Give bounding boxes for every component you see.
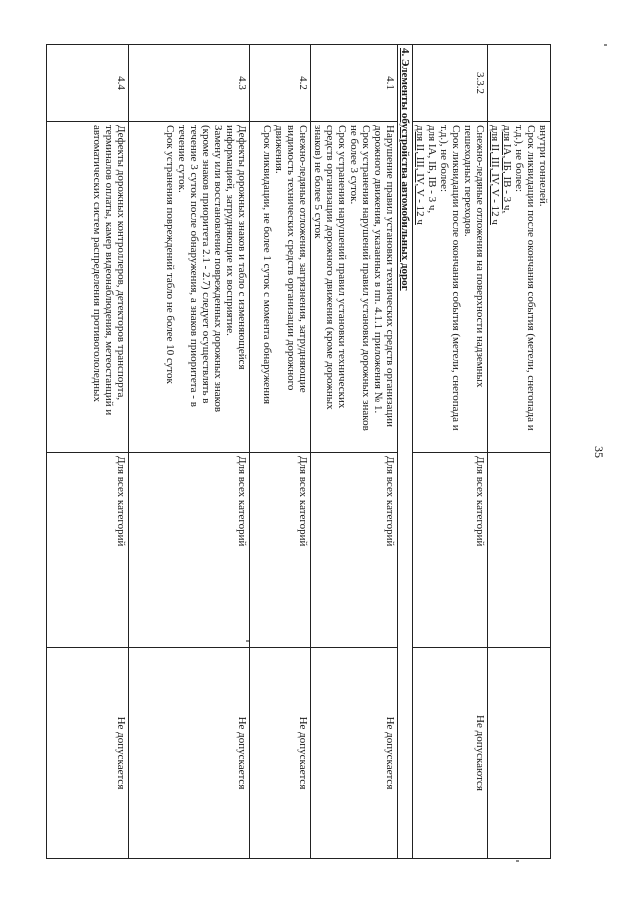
desc-line: движения. — [273, 125, 285, 174]
scan-speck — [604, 44, 607, 46]
row-number-cell: 4.3 — [129, 45, 250, 122]
desc-line: знаков) не более 5 суток — [312, 125, 324, 239]
desc-line: не более 3 суток. — [348, 125, 360, 205]
allowed-cell: Не допускается — [311, 648, 398, 859]
category-cell: Для всех категорий — [413, 453, 488, 648]
description-cell — [413, 122, 488, 453]
table-row — [311, 45, 398, 859]
desc-line: дорожного движения, указанных в пп. 4.1.1 приложения № 1. — [372, 125, 384, 414]
rotated-table-wrapper — [73, 44, 551, 858]
desc-line: Дефекты дорожных знаков и табло с изменяющейся — [236, 125, 248, 370]
scan-speck — [516, 860, 519, 862]
category-cell: Для всех категорий — [311, 453, 398, 648]
desc-line: Срок устранения нарушений правил установки дорожных знаков — [360, 125, 372, 431]
table-row — [250, 45, 311, 859]
desc-line: т.д.), не более: — [513, 125, 525, 193]
section-title: 4. Элементы обустройства автомобильных дорог — [398, 45, 413, 859]
table-row — [47, 45, 129, 859]
desc-line: Срок устранения нарушений правил установки технических — [336, 125, 348, 409]
row-number-cell — [488, 45, 551, 122]
desc-line: т.д.), не более: — [438, 125, 450, 193]
allowed-cell: Не допускается — [47, 648, 129, 859]
desc-line: (кроме знаков приоритета 2.1 - 2.7) следует осуществлять в — [200, 125, 212, 404]
row-number-cell: 4.4 — [47, 45, 129, 122]
desc-line: Замену или восстановление поврежденных дорожных знаков — [212, 125, 224, 413]
desc-line: для IA, IБ, IB - 3 ч, — [501, 125, 513, 214]
desc-line: для IA, IБ, IB - 3 ч, — [426, 125, 438, 214]
page-number: 35 — [592, 446, 606, 458]
desc-line: внутри тоннелей. — [537, 125, 549, 207]
description-cell — [488, 122, 551, 453]
desc-line: Срок ликвидации, не более 1 суток с момента обнаружения — [261, 125, 273, 405]
desc-line: Срок ликвидации после окончания события (метели, снегопада и — [450, 125, 462, 431]
desc-line: течение суток. — [176, 125, 188, 193]
scan-speck — [246, 640, 249, 642]
category-cell — [488, 453, 551, 648]
table-row — [129, 45, 250, 859]
allowed-cell — [488, 648, 551, 859]
category-cell: Для всех категорий — [129, 453, 250, 648]
desc-line: терминалов оплаты, камер видеонаблюдения, метеостанций и — [103, 125, 115, 416]
description-cell — [311, 122, 398, 453]
desc-line: течение 3 суток после обнаружения, а знаков приоритета - в — [188, 125, 200, 407]
allowed-cell: Не допускается — [250, 648, 311, 859]
desc-line: видимость технических средств организации дорожного — [285, 125, 297, 391]
desc-line: средств организации дорожного движения (кроме дорожных — [324, 125, 336, 410]
description-cell — [250, 122, 311, 453]
desc-line: Дефекты дорожных контроллеров, детекторов транспорта, — [115, 125, 127, 401]
desc-line: для II, III, IV, V - 12 ч — [489, 125, 501, 225]
desc-line: автоматических систем распределения противогололедных — [91, 125, 103, 402]
section-header-row — [398, 45, 413, 859]
row-number-cell: 4.2 — [250, 45, 311, 122]
allowed-cell: Не допускается — [129, 648, 250, 859]
desc-line: Нарушение правил установки технических средств организации — [384, 125, 396, 428]
desc-line: Срок устранения повреждений табло не более 10 суток — [164, 125, 176, 384]
desc-line: Снежно-ледяные отложения, загрязнения, затрудняющие — [297, 125, 309, 393]
description-cell — [47, 122, 129, 453]
desc-line: пешеходных переходов. — [462, 125, 474, 237]
description-cell — [129, 122, 250, 453]
desc-line: Снежно-ледяные отложения на поверхности надземных — [474, 125, 486, 388]
desc-line: Срок ликвидации после окончания события (метели, снегопада и — [525, 125, 537, 431]
row-number-cell: 3.3.2 — [413, 45, 488, 122]
category-cell: Для всех категорий — [47, 453, 129, 648]
table-row — [488, 45, 551, 859]
requirements-table — [46, 44, 551, 859]
allowed-cell: Не допускаются — [413, 648, 488, 859]
category-cell: Для всех категорий — [250, 453, 311, 648]
row-number-cell: 4.1 — [311, 45, 398, 122]
desc-line: информацией, затрудняющие их восприятие. — [224, 125, 236, 336]
table-row — [413, 45, 488, 859]
desc-line: для II, III, IV, V - 12 ч — [414, 125, 426, 225]
